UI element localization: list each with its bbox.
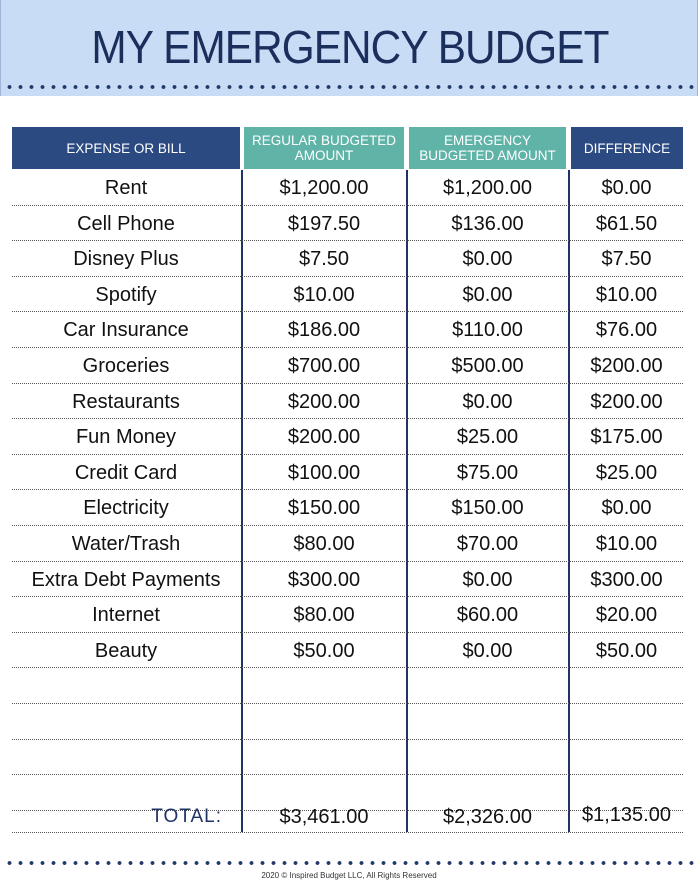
- row-divider: [12, 454, 683, 455]
- cell-difference: $175.00: [590, 426, 663, 449]
- row-divider: [12, 418, 683, 419]
- page-title: MY EMERGENCY BUDGET: [91, 21, 609, 73]
- cell-difference: [570, 746, 683, 770]
- cell-difference: $300.00: [590, 568, 663, 591]
- cell-emergency: $0.00: [462, 248, 513, 271]
- cell-emergency: $60.00: [456, 604, 519, 627]
- cell-expense: Groceries: [82, 355, 170, 377]
- cell-regular: $80.00: [293, 604, 355, 627]
- cell-expense: Disney Plus: [73, 248, 179, 271]
- row-divider: [12, 774, 683, 775]
- cell-emergency: $110.00: [452, 319, 523, 342]
- cell-emergency: [408, 674, 567, 698]
- row-divider: [12, 739, 683, 740]
- cell-regular: [243, 746, 405, 770]
- cell-regular: $197.50: [287, 212, 361, 235]
- cell-difference: $7.50: [601, 248, 652, 271]
- column-header-regular: REGULAR BUDGETED AMOUNT: [244, 127, 404, 169]
- row-divider: [12, 383, 683, 384]
- cell-regular: $50.00: [293, 639, 355, 662]
- row-divider: [12, 632, 683, 633]
- cell-difference: $20.00: [595, 604, 658, 627]
- cell-expense: Cell Phone: [77, 212, 175, 235]
- row-divider: [12, 347, 683, 348]
- cell-expense: Fun Money: [75, 426, 177, 449]
- header-band: [0, 0, 698, 96]
- total-difference: $1,135.00: [582, 804, 671, 826]
- column-header-difference: DIFFERENCE: [571, 127, 683, 169]
- dotted-divider-bottom: [4, 860, 694, 866]
- cell-emergency: [408, 781, 567, 805]
- cell-emergency: $0.00: [462, 639, 513, 662]
- cell-emergency: $0.00: [462, 390, 513, 413]
- cell-regular: $80.00: [293, 533, 355, 555]
- cell-emergency: $500.00: [451, 355, 524, 377]
- cell-regular: $10.00: [293, 283, 355, 306]
- cell-regular: [243, 710, 405, 734]
- cell-difference: $200.00: [590, 355, 663, 377]
- cell-difference: $200.00: [590, 390, 663, 413]
- row-divider: [12, 596, 683, 597]
- column-header-emergency: EMERGENCY BUDGETED AMOUNT: [409, 127, 566, 169]
- total-emergency: $2,326.00: [443, 806, 532, 828]
- cell-expense: Electricity: [83, 497, 169, 520]
- cell-expense: [12, 674, 240, 698]
- cell-emergency: $150.00: [451, 497, 524, 520]
- cell-emergency: $136.00: [451, 212, 524, 235]
- cell-regular: $200.00: [287, 390, 361, 413]
- cell-expense: [12, 781, 240, 805]
- cell-expense: Extra Debt Payments: [31, 568, 221, 591]
- cell-regular: $7.50: [298, 248, 350, 271]
- row-divider: [12, 832, 683, 833]
- cell-expense: Water/Trash: [71, 533, 181, 555]
- cell-regular: $100.00: [287, 461, 361, 484]
- total-regular: $3,461.00: [279, 806, 369, 828]
- row-divider: [12, 703, 683, 704]
- cell-emergency: $1,200.00: [443, 177, 532, 199]
- cell-expense: [12, 710, 240, 734]
- cell-difference: [570, 674, 683, 698]
- cell-difference: $10.00: [595, 283, 658, 306]
- cell-regular: $150.00: [287, 497, 361, 520]
- cell-expense: Spotify: [95, 283, 157, 306]
- cell-emergency: $0.00: [462, 283, 513, 306]
- cell-difference: [570, 781, 683, 805]
- cell-emergency: $25.00: [456, 426, 519, 449]
- cell-emergency: $75.00: [456, 461, 519, 484]
- cell-regular: $186.00: [287, 319, 361, 342]
- row-divider: [12, 525, 683, 526]
- cell-regular: [243, 781, 405, 805]
- row-divider: [12, 561, 683, 562]
- cell-regular: $300.00: [287, 568, 361, 591]
- row-divider: [12, 311, 683, 312]
- cell-emergency: $70.00: [456, 533, 519, 555]
- copyright-footer: 2020 © Inspired Budget LLC, All Rights Reserved: [261, 871, 437, 880]
- cell-difference: $25.00: [595, 461, 658, 484]
- total-label: TOTAL:: [151, 806, 222, 827]
- cell-difference: $0.00: [601, 177, 652, 199]
- cell-expense: Restaurants: [72, 390, 180, 413]
- cell-regular: [243, 674, 405, 698]
- column-header-expense: EXPENSE OR BILL: [12, 127, 240, 169]
- cell-expense: Beauty: [94, 639, 158, 662]
- cell-expense: Car Insurance: [63, 319, 189, 342]
- cell-regular: $700.00: [287, 355, 361, 377]
- cell-expense: Rent: [104, 177, 148, 199]
- row-divider: [12, 276, 683, 277]
- cell-difference: $10.00: [595, 533, 658, 555]
- cell-regular: $200.00: [287, 426, 361, 449]
- cell-difference: $61.50: [595, 212, 658, 235]
- cell-emergency: [408, 746, 567, 770]
- row-divider: [12, 667, 683, 668]
- cell-expense: Credit Card: [74, 461, 178, 484]
- dotted-divider-top: [4, 84, 694, 90]
- cell-expense: [12, 746, 240, 770]
- cell-emergency: [408, 710, 567, 734]
- row-divider: [12, 489, 683, 490]
- cell-difference: [570, 710, 683, 734]
- cell-difference: $50.00: [595, 639, 658, 662]
- row-divider: [12, 240, 683, 241]
- cell-expense: Internet: [92, 604, 160, 627]
- cell-emergency: $0.00: [462, 568, 513, 591]
- cell-difference: $76.00: [595, 319, 658, 342]
- cell-regular: $1,200.00: [279, 177, 369, 199]
- cell-difference: $0.00: [601, 497, 652, 520]
- row-divider: [12, 205, 683, 206]
